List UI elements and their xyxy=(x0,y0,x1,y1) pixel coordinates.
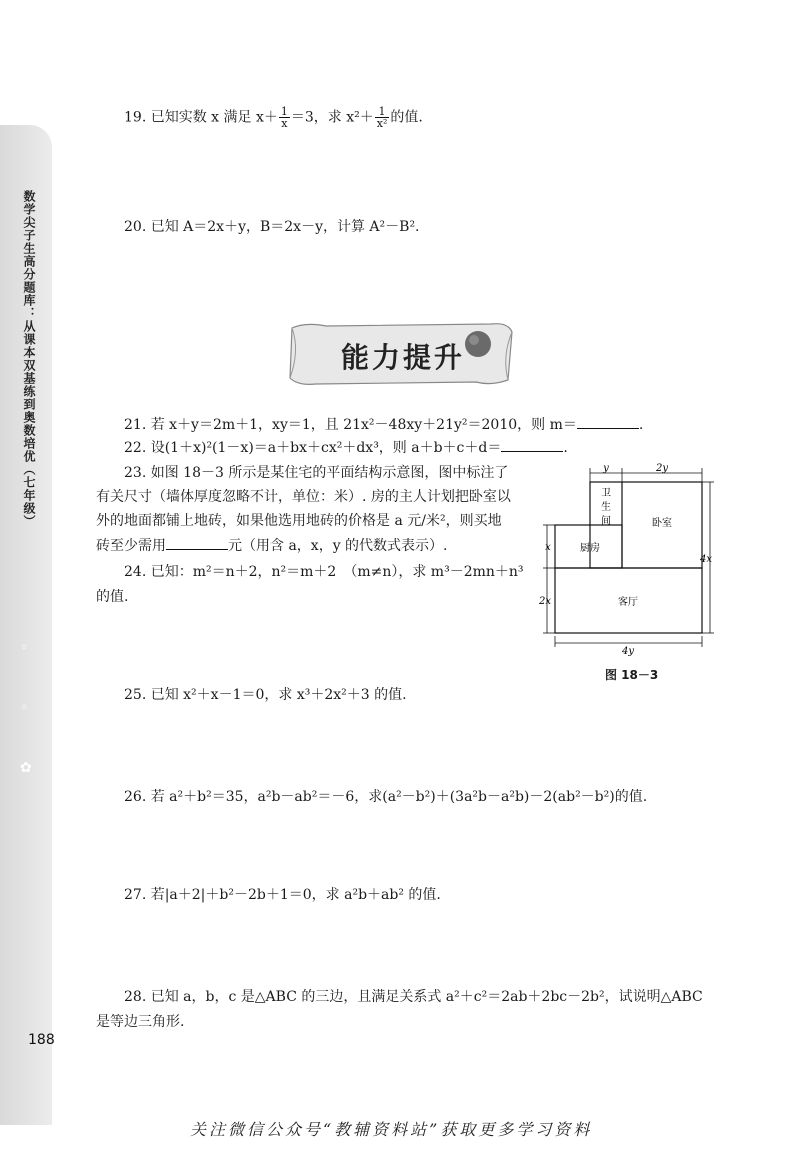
q19-text-a: 19. 已知实数 x 满足 x＋ xyxy=(124,109,278,126)
label-2x: 2x xyxy=(538,596,552,607)
question-28-line1: 28. 已知 a，b，c 是△ABC 的三边，且满足关系式 a²＋c²＝2ab＋2bc－2b²，试说明△ABC xyxy=(124,989,703,1005)
question-28-line2: 是等边三角形. xyxy=(96,1014,185,1030)
label-2y: 2y xyxy=(655,463,669,474)
label-4y: 4y xyxy=(621,646,635,657)
label-living-room: 客厅 xyxy=(618,597,638,608)
label-bathroom-1: 卫 xyxy=(601,488,611,499)
label-x: x xyxy=(545,542,551,553)
question-23-line3: 外的地面都铺上地砖，如果他选用地砖的价格是 a 元/米²，则买地 xyxy=(96,513,502,529)
book-title: 数学尖子生高分题库：从课本双基练到奥数培优（七年级） xyxy=(22,190,36,528)
question-27: 27. 若|a＋2|＋b²－2b＋1＝0，求 a²b＋ab² 的值. xyxy=(124,887,441,903)
answer-blank xyxy=(577,414,639,429)
label-y: y xyxy=(603,463,609,474)
question-20: 20. 已知 A＝2x＋y，B＝2x－y，计算 A²－B². xyxy=(124,219,420,235)
label-4x: 4x xyxy=(699,554,713,565)
question-23-line2: 有关尺寸（墙体厚度忽略不计，单位：米）. 房的主人计划把卧室以 xyxy=(96,489,511,505)
decoration-icon: ◦ xyxy=(20,700,29,716)
fraction: $\frac{1}{\text{x²}}$ xyxy=(376,105,388,130)
fraction: $\frac{1}{x}$ xyxy=(280,105,288,130)
section-banner xyxy=(286,320,516,388)
label-bedroom: 卧室 xyxy=(652,518,672,529)
answer-blank xyxy=(166,535,228,550)
decoration-icon: ◦ xyxy=(20,640,29,656)
page-number: 188 xyxy=(28,1032,55,1048)
floor-plan-diagram xyxy=(536,460,716,685)
question-23-line4: 砖至少需用 元（用含 a，x，y 的代数式表示）. xyxy=(96,535,448,557)
question-25: 25. 已知 x²＋x－1＝0，求 x³＋2x²＋3 的值. xyxy=(124,687,407,703)
label-bathroom-2: 生 xyxy=(601,502,611,513)
section-title: 能力提升 xyxy=(341,341,466,374)
footer-note: 关注微信公众号“教辅资料站”获取更多学习资料 xyxy=(190,1120,593,1139)
q19-text-c: 的值. xyxy=(390,109,423,126)
figure-caption: 图 18－3 xyxy=(605,668,659,682)
label-kitchen: 厨房 xyxy=(580,543,600,554)
answer-blank xyxy=(501,437,563,452)
question-22: 22. 设(1＋x)²(1－x)＝a＋bx＋cx²＋dx³，则 a＋b＋c＋d＝ . xyxy=(124,437,568,459)
question-19 xyxy=(124,106,423,129)
question-24-line2: 的值. xyxy=(96,589,129,605)
question-23-line1: 23. 如图 18－3 所示是某住宅的平面结构示意图，图中标注了 xyxy=(124,465,509,481)
q19-text-b: ＝3，求 x²＋ xyxy=(290,109,374,126)
question-21: 21. 若 x＋y＝2m＋1，xy＝1，且 21x²－48xy＋21y²＝2010，则 m＝ . xyxy=(124,414,643,436)
decoration-icon: ✿ xyxy=(20,760,32,776)
question-26: 26. 若 a²＋b²＝35，a²b－ab²＝－6，求(a²－b²)＋(3a²b－a²b)－2(ab²－b²)的值. xyxy=(124,789,648,805)
question-24-line1: 24. 已知：m²＝n＋2，n²＝m＋2 （m≠n），求 m³－2mn＋n³ xyxy=(124,564,524,580)
label-bathroom-3: 间 xyxy=(601,516,611,527)
floor-plan-figure xyxy=(536,460,716,685)
